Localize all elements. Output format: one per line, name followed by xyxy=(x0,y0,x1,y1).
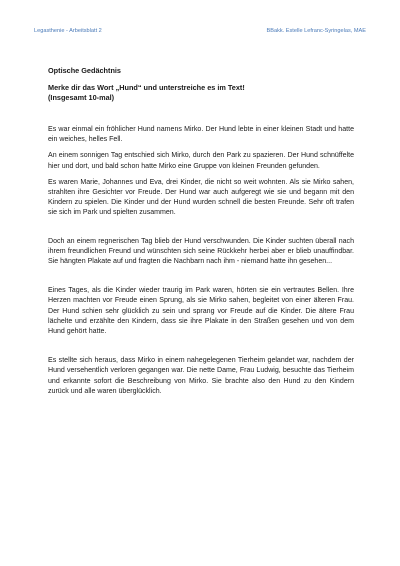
header-right-text: BBakk. Estelle Lefranc-Syringelas, MAE xyxy=(266,28,366,34)
page-title: Optische Gedächtnis xyxy=(48,66,121,75)
story-paragraph: Doch an einem regnerischen Tag blieb der Hund verschwunden. Die Kinder suchten überall nach ihrem freundlichen Freund und wünschten sich seine Rückkehr herbei aber er blieb unauffindbar. Sie hängten Plakate auf und fragten die Nachbarn nach ihm - niemand hatte ihn gesehen... xyxy=(48,237,354,266)
story-paragraph: Es stellte sich heraus, dass Mirko in einem nahegelegenen Tierheim gelandet war, nachdem der Hund versehentlich verloren gegangen war. Die nette Dame, Frau Ludwig, besuchte das Tierheim und erkannte sofort die Beschreibung von Mirko. Sie brachte also den Hund zu den Kindern zurück und alle waren überglücklich. xyxy=(48,357,354,395)
task-instruction xyxy=(48,83,358,103)
page-header xyxy=(34,28,366,38)
header-left-text: Legasthenie - Arbeitsblatt 2 xyxy=(34,28,102,34)
story-paragraph: An einem sonnigen Tag entschied sich Mirko, durch den Park zu spazieren. Der Hund schnüffelte hier und dort, und bald schon hatte Mirko eine Gruppe von kleinen Freunden gefunden. xyxy=(48,152,354,170)
story-text xyxy=(48,125,354,397)
story-paragraph: Eines Tages, als die Kinder wieder traurig im Park waren, hörten sie ein vertrautes Bellen. Ihre Herzen machten vor Freude einen Sprung, als sie Mirko sahen, begleitet von einer älteren Frau. Der Hund schien sehr glücklich zu sein und sprang vor Freude auf die Kinder. Die ältere Frau lächelte und erzählte den Kindern, dass sie ihre Plakate in den Straßen gesehen und von dem Hund gehört hatte. xyxy=(48,287,354,336)
task-line-1: Merke dir das Wort „Hund“ und unterstreiche es im Text! xyxy=(48,83,245,92)
story-paragraph: Es waren Marie, Johannes und Eva, drei Kinder, die nicht so weit wohnten. Als sie Mirko sahen, strahlten ihre Gesichter vor Freude. Der Hund war auch aufgeregt wie sie und begann mit den Kindern zu spielen. Die Kinder und der Hund wurden schnell die besten Freunde. Sehr oft trafen sie sich im Park und spielten zusammen. xyxy=(48,178,354,217)
task-line-2: (Insgesamt 10-mal) xyxy=(48,93,115,102)
story-paragraph: Es war einmal ein fröhlicher Hund namens Mirko. Der Hund lebte in einer kleinen Stadt und hatte ein weiches, helles Fell. xyxy=(48,126,354,144)
